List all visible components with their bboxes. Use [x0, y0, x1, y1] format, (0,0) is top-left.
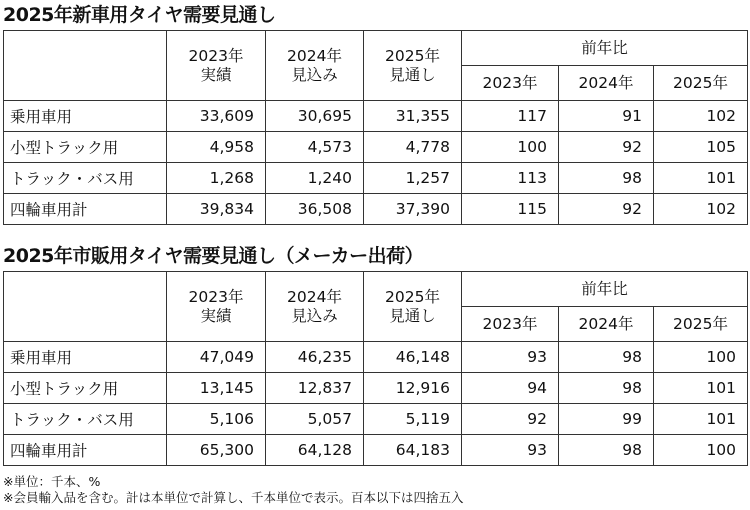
cell-r2023: 93	[462, 342, 559, 373]
ratio-2025-header: 2025年	[654, 66, 748, 101]
table-row	[4, 435, 748, 466]
table-row	[4, 194, 748, 225]
col-2023-header: 2023年 実績	[167, 31, 266, 101]
cell-r2024: 98	[559, 435, 654, 466]
cell-v2025: 37,390	[364, 194, 462, 225]
cell-r2025: 100	[654, 342, 748, 373]
footnote-method: ※会員輸入品を含む。計は本単位で計算し、千本単位で表示。百本以下は四捨五入	[3, 490, 464, 505]
cell-r2025: 102	[654, 101, 748, 132]
ratio-2023-header: 2023年	[462, 66, 559, 101]
row-label: 乗用車用	[4, 342, 167, 373]
ratio-group-header: 前年比	[462, 31, 748, 66]
cell-r2024: 92	[559, 194, 654, 225]
cell-r2024: 98	[559, 373, 654, 404]
cell-v2025: 1,257	[364, 163, 462, 194]
cell-r2024: 98	[559, 163, 654, 194]
corner-cell	[4, 31, 167, 101]
cell-v2024: 1,240	[266, 163, 364, 194]
cell-r2023: 100	[462, 132, 559, 163]
row-label: 小型トラック用	[4, 373, 167, 404]
ratio-group-header: 前年比	[462, 272, 748, 307]
ratio-2024-header: 2024年	[559, 66, 654, 101]
cell-r2023: 92	[462, 404, 559, 435]
col-2024-header: 2024年 見込み	[266, 31, 364, 101]
table-row	[4, 132, 748, 163]
table-row	[4, 163, 748, 194]
row-label: 四輪車用計	[4, 435, 167, 466]
cell-r2024: 92	[559, 132, 654, 163]
cell-r2023: 113	[462, 163, 559, 194]
cell-v2025: 64,183	[364, 435, 462, 466]
cell-r2024: 98	[559, 342, 654, 373]
col-2023-header: 2023年 実績	[167, 272, 266, 342]
table1-title: 2025年新車用タイヤ需要見通し	[3, 4, 276, 26]
table-row	[4, 404, 748, 435]
ratio-2025-header: 2025年	[654, 307, 748, 342]
cell-r2023: 93	[462, 435, 559, 466]
cell-v2024: 46,235	[266, 342, 364, 373]
table-row	[4, 342, 748, 373]
col-2024-header: 2024年 見込み	[266, 272, 364, 342]
table2-title: 2025年市販用タイヤ需要見通し（メーカー出荷）	[3, 245, 424, 267]
cell-r2023: 115	[462, 194, 559, 225]
cell-v2023: 39,834	[167, 194, 266, 225]
cell-r2023: 117	[462, 101, 559, 132]
col-2025-header: 2025年 見通し	[364, 272, 462, 342]
cell-v2024: 12,837	[266, 373, 364, 404]
cell-v2024: 30,695	[266, 101, 364, 132]
cell-v2023: 1,268	[167, 163, 266, 194]
row-label: 乗用車用	[4, 101, 167, 132]
ratio-2023-header: 2023年	[462, 307, 559, 342]
col-2025-header: 2025年 見通し	[364, 31, 462, 101]
table-row	[4, 101, 748, 132]
footnote-unit: ※単位：千本、%	[3, 474, 101, 489]
cell-v2024: 64,128	[266, 435, 364, 466]
cell-r2025: 101	[654, 373, 748, 404]
table-row	[4, 373, 748, 404]
cell-v2023: 47,049	[167, 342, 266, 373]
cell-v2023: 5,106	[167, 404, 266, 435]
footnotes	[3, 474, 463, 506]
cell-v2025: 12,916	[364, 373, 462, 404]
row-label: 小型トラック用	[4, 132, 167, 163]
cell-r2025: 105	[654, 132, 748, 163]
cell-r2025: 100	[654, 435, 748, 466]
cell-v2023: 33,609	[167, 101, 266, 132]
cell-v2023: 65,300	[167, 435, 266, 466]
cell-v2024: 36,508	[266, 194, 364, 225]
replacement-tire-table	[3, 271, 748, 466]
cell-r2024: 99	[559, 404, 654, 435]
row-label: トラック・バス用	[4, 404, 167, 435]
ratio-2024-header: 2024年	[559, 307, 654, 342]
cell-r2023: 94	[462, 373, 559, 404]
cell-v2025: 4,778	[364, 132, 462, 163]
cell-r2025: 101	[654, 404, 748, 435]
cell-v2024: 5,057	[266, 404, 364, 435]
cell-v2023: 13,145	[167, 373, 266, 404]
row-label: 四輪車用計	[4, 194, 167, 225]
cell-v2025: 31,355	[364, 101, 462, 132]
row-label: トラック・バス用	[4, 163, 167, 194]
cell-v2023: 4,958	[167, 132, 266, 163]
cell-v2025: 46,148	[364, 342, 462, 373]
cell-v2025: 5,119	[364, 404, 462, 435]
cell-r2025: 102	[654, 194, 748, 225]
cell-v2024: 4,573	[266, 132, 364, 163]
cell-r2024: 91	[559, 101, 654, 132]
new-car-tire-table	[3, 30, 748, 225]
corner-cell	[4, 272, 167, 342]
cell-r2025: 101	[654, 163, 748, 194]
